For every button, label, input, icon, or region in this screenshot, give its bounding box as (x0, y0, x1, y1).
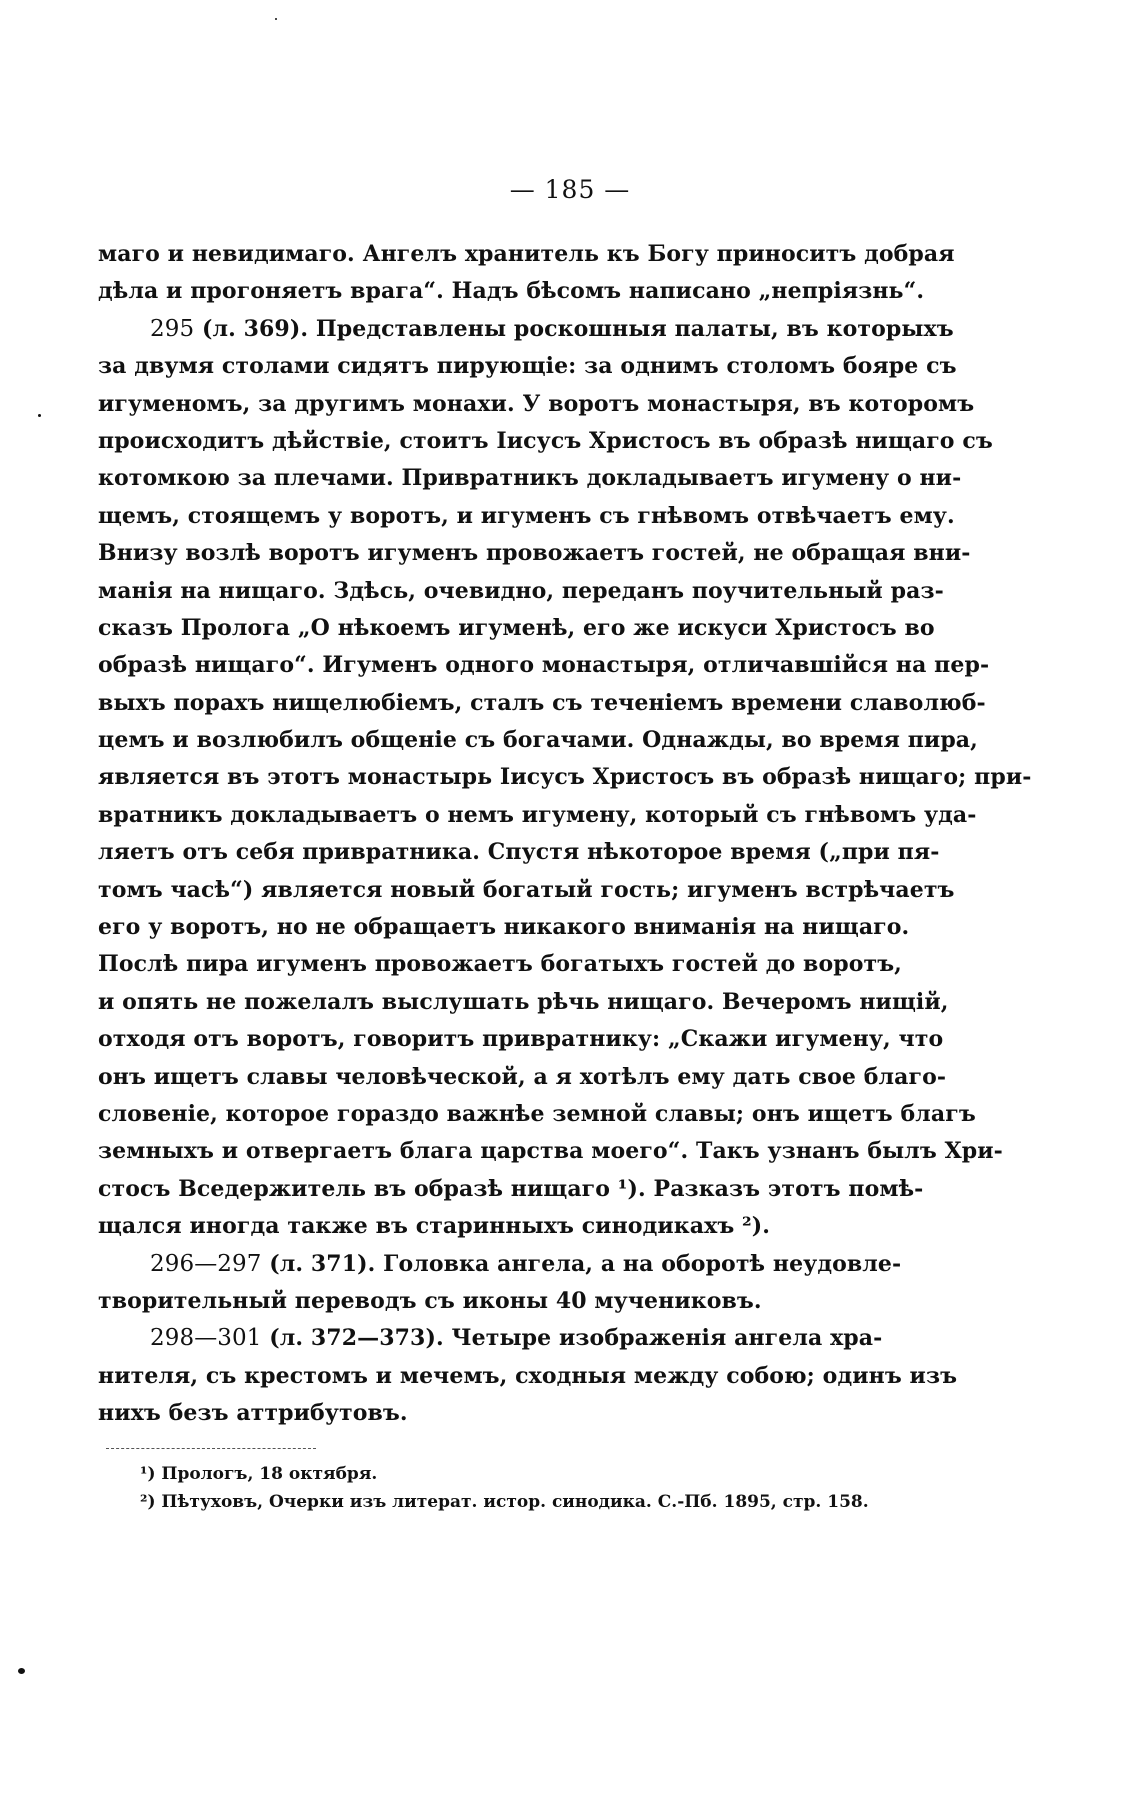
entry-number: 295 (150, 315, 195, 342)
text-line: словеніе, которое гораздо важнѣе земной славы; онъ ищетъ благъ (98, 1100, 976, 1127)
text-line: цемъ и возлюбилъ общеніе съ богачами. Однажды, во время пира, (98, 727, 978, 754)
entry-number: 296—297 (150, 1250, 262, 1277)
text-line: щемъ, стоящемъ у воротъ, и игуменъ съ гнѣвомъ отвѣчаетъ ему. (98, 502, 955, 529)
text-line: творительный переводъ съ иконы 40 мучениковъ. (98, 1287, 762, 1314)
text-line: выхъ порахъ нищелюбіемъ, сталъ съ теченіемъ времени славолюб- (98, 689, 986, 716)
entry-number: 298—301 (150, 1325, 262, 1352)
text-line: ляетъ отъ себя привратника. Спустя нѣкоторое время („при пя- (98, 839, 940, 866)
text-line: сказъ Пролога „О нѣкоемъ игуменѣ, его же искуси Христосъ во (98, 614, 935, 641)
footnote-divider (106, 1448, 316, 1449)
text-line: вратникъ докладываетъ о немъ игумену, который съ гнѣвомъ уда- (98, 801, 977, 828)
text-line-content: (л. 372—373). Четыре изображенія ангела хра- (269, 1325, 883, 1352)
text-line: котомкою за плечами. Привратникъ докладываетъ игумену о ни- (98, 465, 962, 492)
text-line: образѣ нищаго“. Игуменъ одного монастыря, отличавшійся на пер- (98, 652, 990, 679)
text-line: дѣла и прогоняетъ врага“. Надъ бѣсомъ написано „непріязнь“. (98, 278, 925, 305)
body-text (98, 236, 1032, 1433)
footnotes (140, 1460, 880, 1516)
text-line: манія на нищаго. Здѣсь, очевидно, переданъ поучительный раз- (98, 577, 944, 604)
text-line: нихъ безъ аттрибутовъ. (98, 1400, 408, 1427)
text-line (98, 1320, 883, 1357)
text-line (98, 311, 954, 348)
scan-speck (275, 18, 277, 20)
text-line: Внизу возлѣ воротъ игуменъ провожаетъ гостей, не обращая вни- (98, 540, 971, 567)
text-line: является въ этотъ монастырь Іисусъ Христосъ въ образѣ нищаго; при- (98, 764, 1032, 791)
text-line: происходитъ дѣйствіе, стоитъ Іисусъ Христосъ въ образѣ нищаго съ (98, 427, 993, 454)
text-line: стосъ Вседержитель въ образѣ нищаго ¹). Разказъ этотъ помѣ- (98, 1175, 924, 1202)
text-line: щался иногда также въ старинныхъ синодикахъ ²). (98, 1213, 771, 1240)
text-line: маго и невидимаго. Ангелъ хранитель къ Богу приноситъ добрая (98, 241, 955, 267)
text-line: его у воротъ, но не обращаетъ никакого вниманія на нищаго. (98, 914, 910, 941)
text-line: земныхъ и отвергаетъ блага царства моего“. Такъ узнанъ былъ Хри- (98, 1138, 1003, 1165)
footnote: ²) Пѣтуховъ, Очерки изъ литерат. истор. синодика. С.-Пб. 1895, стр. 158. (140, 1492, 869, 1512)
text-line: онъ ищетъ славы человѣческой, а я хотѣлъ ему дать свое благо- (98, 1063, 947, 1090)
text-line: игуменомъ, за другимъ монахи. У воротъ монастыря, въ которомъ (98, 390, 975, 417)
text-line: томъ часѣ“) является новый богатый гость; игуменъ встрѣчаетъ (98, 876, 955, 903)
text-line: за двумя столами сидятъ пирующіе: за однимъ столомъ бояре съ (98, 353, 957, 380)
text-line (98, 1246, 902, 1283)
text-line: Послѣ пира игуменъ провожаетъ богатыхъ гостей до воротъ, (98, 951, 902, 978)
text-line-content: (л. 371). Головка ангела, а на оборотѣ неудовле- (269, 1250, 902, 1277)
scan-speck (18, 1668, 25, 1674)
text-line: и опять не пожелалъ выслушать рѣчь нищаго. Вечеромъ нищій, (98, 988, 949, 1015)
page-number: — 185 — (509, 175, 631, 204)
text-line: нителя, съ крестомъ и мечемъ, сходныя между собою; одинъ изъ (98, 1362, 958, 1389)
text-line: отходя отъ воротъ, говоритъ привратнику: „Скажи игумену, что (98, 1026, 944, 1053)
text-line-content: (л. 369). Представлены роскошныя палаты, въ которыхъ (201, 315, 954, 342)
footnote: ¹) Прологъ, 18 октября. (140, 1464, 378, 1484)
scan-speck (38, 414, 41, 417)
